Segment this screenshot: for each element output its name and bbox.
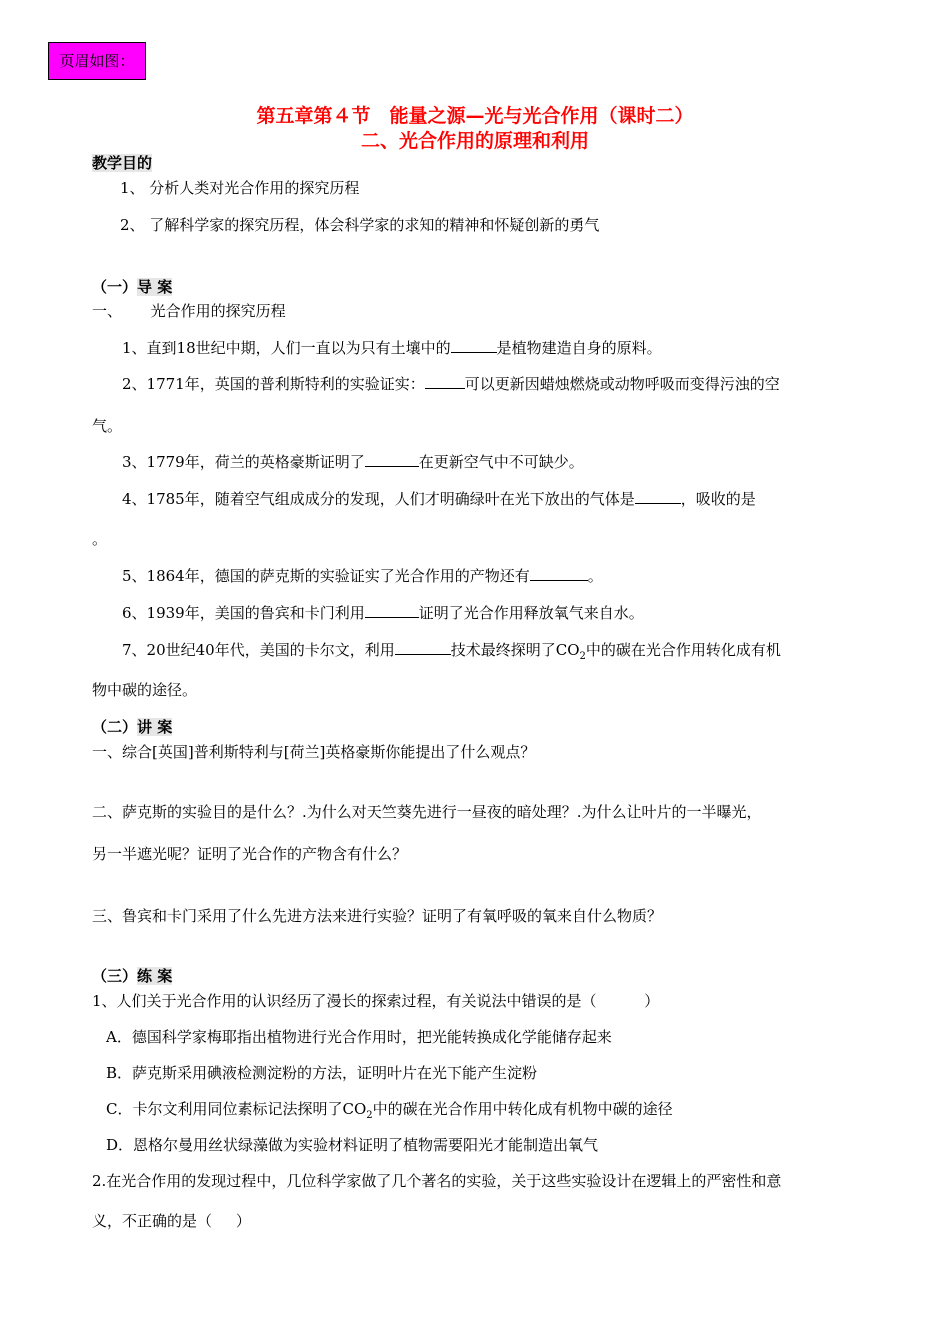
guide-q7-text-a: 7、20世纪40年代，美国的卡尔文，利用 — [122, 641, 395, 659]
guide-q4-text-b: ，吸收的是 — [680, 490, 756, 508]
guide-subheading: 一、 光合作用的探究历程 — [92, 302, 286, 320]
lecture-heading-prefix: （二） — [92, 718, 138, 736]
answer-blank — [395, 640, 451, 655]
guide-question-3 — [122, 451, 584, 472]
practice-question-2: 2.在光合作用的发现过程中，几位科学家做了几个著名的实验，关于这些实验设计在逻辑上的严密性和意 — [92, 1172, 782, 1190]
guide-q4-text-a: 4、1785年，随着空气组成成分的发现，人们才明确绿叶在光下放出的气体是 — [122, 490, 635, 508]
guide-q7-text-c: 中的碳在光合作用转化成有机 — [585, 641, 781, 659]
lecture-question-1: 一、综合[英国]普利斯特利与[荷兰]英格豪斯你能提出了什么观点？ — [92, 743, 536, 761]
guide-question-2 — [122, 373, 780, 394]
guide-heading-text: 导 案 — [137, 278, 173, 296]
guide-q3-text-a: 3、1779年，荷兰的英格豪斯证明了 — [122, 453, 365, 471]
guide-q5-text-b: 。 — [587, 567, 603, 585]
guide-question-5 — [122, 565, 603, 586]
practice-heading — [92, 965, 172, 986]
answer-blank — [530, 566, 588, 581]
objective-item-1: 1、 分析人类对光合作用的探究历程 — [120, 179, 360, 197]
answer-blank — [365, 452, 419, 467]
lecture-heading-text: 讲 案 — [137, 718, 173, 736]
practice-option-c-text-b: 中的碳在光合作用中转化成有机物中碳的途径 — [372, 1100, 673, 1118]
guide-q2-text-b: 可以更新因蜡烛燃烧或动物呼吸而变得污浊的空 — [464, 375, 780, 393]
page-subtitle: 二、光合作用的原理和利用 — [360, 130, 589, 152]
objectives-heading — [92, 152, 152, 173]
guide-question-4 — [122, 488, 756, 509]
guide-heading-prefix: （一） — [92, 278, 138, 296]
guide-q5-text-a: 5、1864年，德国的萨克斯的实验证实了光合作用的产物还有 — [122, 567, 530, 585]
practice-question-1: 1、人们关于光合作用的认识经历了漫长的探索过程，有关说法中错误的是（ ） — [92, 992, 660, 1010]
practice-heading-prefix: （三） — [92, 967, 138, 985]
lecture-heading — [92, 716, 172, 737]
guide-question-4-cont: 。 — [92, 530, 108, 548]
guide-q1-text-b: 是植物建造自身的原料。 — [496, 339, 662, 357]
practice-question-2-cont: 义，不正确的是（ ） — [92, 1212, 251, 1230]
practice-option-c — [106, 1098, 673, 1121]
guide-question-7 — [122, 639, 781, 662]
guide-question-7-cont: 物中碳的途径。 — [92, 681, 198, 699]
guide-question-2-cont: 气。 — [92, 417, 123, 435]
practice-option-c-subscript: 2 — [366, 1110, 373, 1121]
guide-q1-text-a: 1、直到18世纪中期，人们一直以为只有土壤中的 — [122, 339, 451, 357]
answer-blank — [425, 374, 465, 389]
answer-blank — [365, 603, 419, 618]
practice-heading-text: 练 案 — [137, 967, 173, 985]
answer-blank — [451, 338, 497, 353]
guide-q2-text-a: 2、1771年，英国的普利斯特利的实验证实： — [122, 375, 425, 393]
guide-q7-text-b: 技术最终探明了CO — [450, 641, 580, 659]
page-title: 第五章第４节 能量之源—光与光合作用（课时二） — [256, 105, 694, 127]
objective-item-2: 2、 了解科学家的探究历程，体会科学家的求知的精神和怀疑创新的勇气 — [120, 216, 600, 234]
guide-heading — [92, 276, 172, 297]
practice-option-d: D．恩格尔曼用丝状绿藻做为实验材料证明了植物需要阳光才能制造出氧气 — [106, 1136, 599, 1154]
guide-q7-subscript: 2 — [579, 651, 586, 662]
practice-option-b: B．萨克斯采用碘液检测淀粉的方法，证明叶片在光下能产生淀粉 — [106, 1064, 538, 1082]
objectives-heading-text: 教学目的 — [92, 154, 153, 172]
practice-option-c-text-a: C．卡尔文利用同位素标记法探明了CO — [106, 1100, 367, 1118]
header-label-box: 页眉如图： — [48, 42, 146, 80]
guide-question-6 — [122, 602, 644, 623]
lecture-question-2: 二、萨克斯的实验目的是什么？.为什么对天竺葵先进行一昼夜的暗处理？.为什么让叶片的一半曝光， — [92, 803, 762, 821]
guide-q6-text-a: 6、1939年，美国的鲁宾和卡门利用 — [122, 604, 365, 622]
answer-blank — [635, 489, 681, 504]
lecture-question-3: 三、鲁宾和卡门采用了什么先进方法来进行实验？证明了有氧呼吸的氧来自什么物质？ — [92, 907, 663, 925]
guide-q3-text-b: 在更新空气中不可缺少。 — [418, 453, 584, 471]
guide-question-1 — [122, 337, 662, 358]
practice-option-a: A．德国科学家梅耶指出植物进行光合作用时，把光能转换成化学能储存起来 — [106, 1028, 612, 1046]
lecture-question-2-cont: 另一半遮光呢？证明了光合作的产物含有什么？ — [92, 845, 408, 863]
guide-q6-text-b: 证明了光合作用释放氧气来自水。 — [418, 604, 644, 622]
